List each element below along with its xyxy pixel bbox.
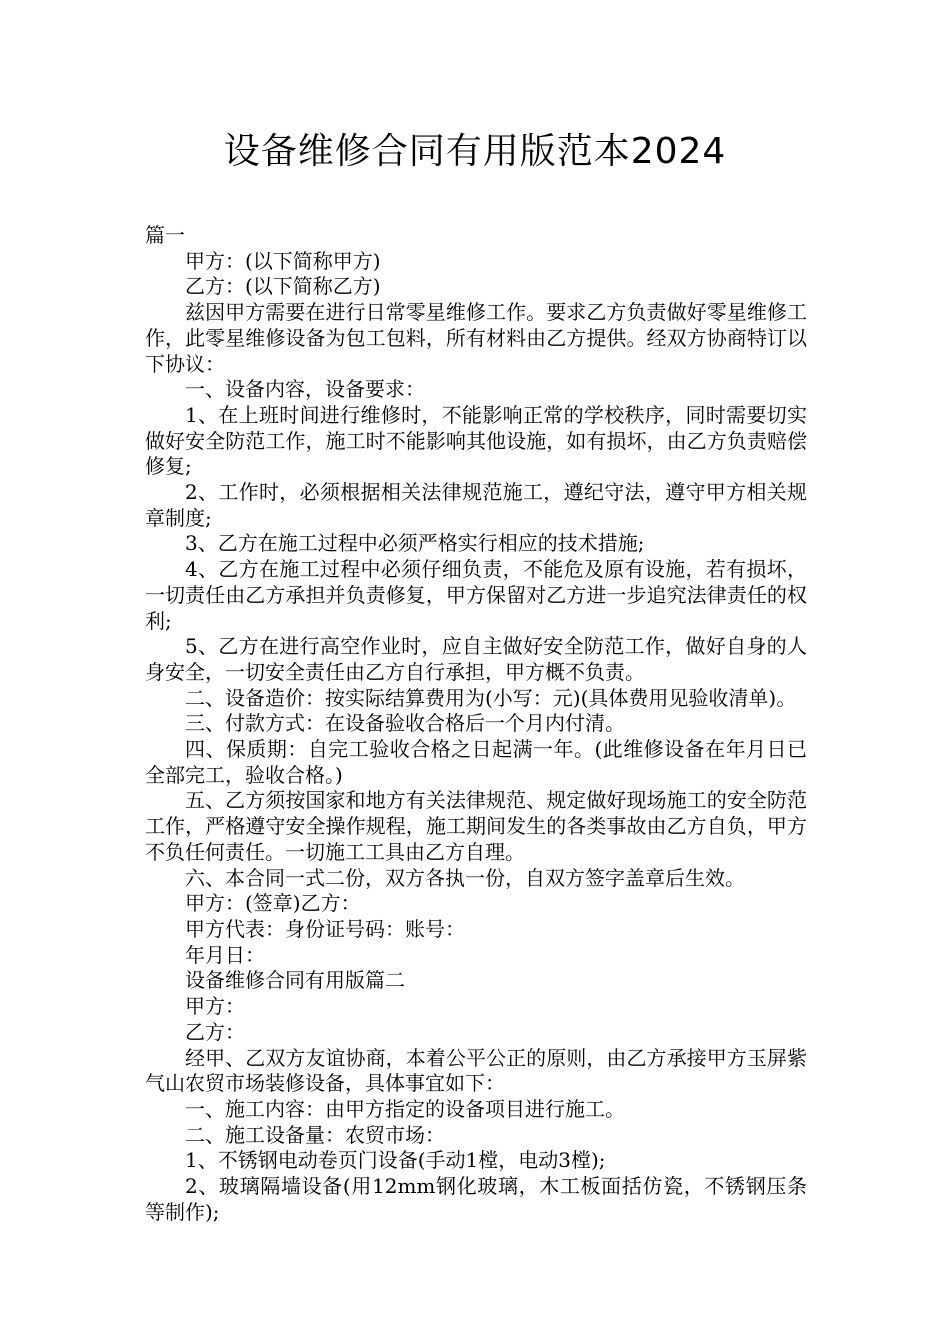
paragraph: 甲方：(签章)乙方： [185,891,361,916]
paragraph: 2、玻璃隔墙设备(用12mm钢化玻璃，木工板面括仿瓷，不锈钢压条等制作); [145,1174,807,1224]
paragraph: 2、工作时，必须根据相关法律规范施工，遵纪守法，遵守甲方相关规章制度; [145,480,807,530]
paragraph: 二、设备造价：按实际结算费用为(小写：元)(具体费用见验收清单)。 [185,685,797,710]
paragraph: 甲方：(以下简称甲方) [185,248,381,273]
paragraph: 一、设备内容，设备要求： [185,377,425,402]
paragraph: 设备维修合同有用版篇二 [185,968,405,993]
paragraph: 乙方： [185,1019,245,1044]
paragraph: 五、乙方须按国家和地方有关法律规范、规定做好现场施工的安全防范工作，严格遵守安全操作规程，施工期间发生的各类事故由乙方自负，甲方不负任何责任。一切施工工具由乙方自理。 [145,788,807,864]
paragraph: 年月日： [185,942,265,967]
paragraph: 1、在上班时间进行维修时，不能影响正常的学校秩序，同时需要切实做好安全防范工作，施工时不能影响其他设施，如有损坏，由乙方负责赔偿修复; [145,402,807,479]
paragraph: 1、不锈钢电动卷页门设备(手动1樘，电动3樘); [185,1148,606,1173]
paragraph: 二、施工设备量：农贸市场： [185,1122,445,1147]
document-title: 设备维修合同有用版范本2024 [223,131,727,172]
paragraph: 篇一 [145,223,185,247]
document-body [145,223,807,1225]
paragraph: 四、保质期：自完工验收合格之日起满一年。(此维修设备在年月日已全部完工，验收合格。) [145,737,807,787]
paragraph: 甲方： [185,994,245,1019]
paragraph: 六、本合同一式二份，双方各执一份，自双方签字盖章后生效。 [185,865,745,890]
paragraph: 三、付款方式：在设备验收合格后一个月内付清。 [185,711,625,736]
paragraph: 3、乙方在施工过程中必须严格实行相应的技术措施; [185,531,645,556]
paragraph: 一、施工内容：由甲方指定的设备项目进行施工。 [185,1096,625,1121]
paragraph: 兹因甲方需要在进行日常零星维修工作。要求乙方负责做好零星维修工作，此零星维修设备为包工包料，所有材料由乙方提供。经双方协商特订以下协议： [145,300,807,376]
paragraph: 乙方：(以下简称乙方) [185,274,381,299]
paragraph: 5、乙方在进行高空作业时，应自主做好安全防范工作，做好自身的人身安全，一切安全责任由乙方自行承担，甲方概不负责。 [145,634,807,684]
paragraph: 经甲、乙双方友谊协商，本着公平公正的原则，由乙方承接甲方玉屏紫气山农贸市场装修设备，具体事宜如下： [145,1045,807,1096]
paragraph: 4、乙方在施工过程中必须仔细负责，不能危及原有设施，若有损坏，一切责任由乙方承担并负责修复，甲方保留对乙方进一步追究法律责任的权利; [145,557,807,633]
paragraph: 甲方代表：身份证号码：账号： [185,916,465,941]
